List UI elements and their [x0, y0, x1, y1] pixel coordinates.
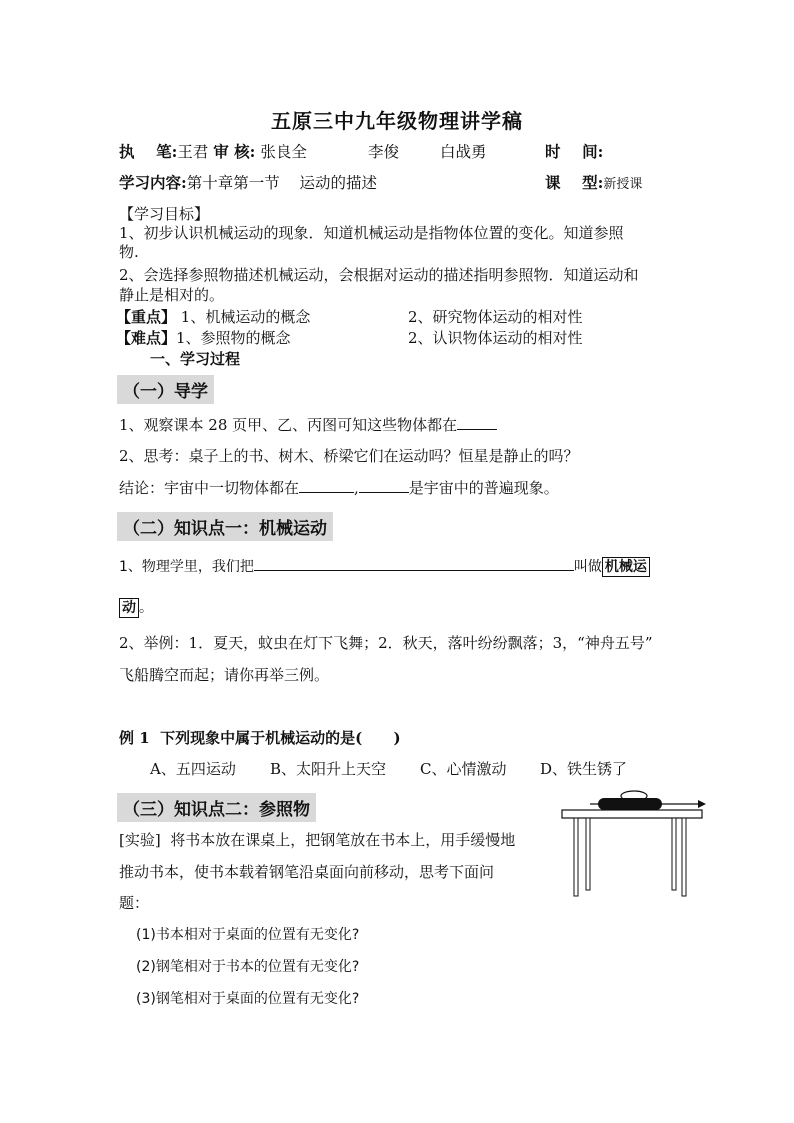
- examples-line: 2、举例：1．夏天，蚊虫在灯下飞舞；2．秋天，落叶纷纷飘落；3，“神舟五号”: [119, 634, 653, 652]
- term-box: 机械运: [602, 557, 650, 577]
- difficult-points-row: [116, 327, 291, 348]
- example-1-title: 例 1 下列现象中属于机械运动的是( ): [119, 729, 401, 747]
- type-label: 课 型:: [545, 173, 604, 192]
- experiment-line: 题：: [119, 894, 150, 912]
- experiment-line: 推动书本，使书本载着钢笔沿桌面向前移动，思考下面问: [119, 863, 495, 881]
- table-diagram: [560, 788, 710, 898]
- sub-question-1: (1)书本相对于桌面的位置有无变化?: [136, 927, 360, 943]
- content-row: [119, 171, 377, 193]
- key-points-row: [116, 306, 310, 327]
- answer-blank[interactable]: [299, 491, 354, 493]
- process-heading: 一、学习过程: [150, 350, 241, 368]
- difficult-point-2: 2、认识物体运动的相对性: [408, 329, 583, 347]
- difficult-point-1: 1、参照物的概念: [176, 329, 291, 347]
- goal-line: 物.: [119, 243, 139, 261]
- type-value: 新授课: [603, 177, 643, 192]
- key-point-1: 1、机械运动的概念: [180, 308, 311, 326]
- definition-line: [119, 556, 650, 576]
- table-leg: [682, 818, 686, 896]
- content-value: 第十章第一节 运动的描述: [186, 174, 377, 192]
- arrow-head-icon: [698, 800, 706, 808]
- reviewer-name: 白战勇: [440, 143, 487, 161]
- definition-text: 叫做: [573, 559, 602, 575]
- definition-text: 1、物理学里，我们把: [119, 559, 254, 575]
- page-title: 五原三中九年级物理讲学稿: [271, 109, 523, 133]
- difficult-label: 【难点】: [116, 329, 177, 347]
- definition-line-end: [119, 597, 153, 617]
- type-row: [545, 171, 642, 193]
- sub-question-3: (3)钢笔相对于桌面的位置有无变化?: [136, 991, 360, 1007]
- goals-heading: 【学习目标】: [119, 205, 210, 223]
- period: 。: [139, 600, 153, 616]
- table-leg: [574, 818, 578, 896]
- option-a[interactable]: A、五四运动: [150, 760, 236, 778]
- examples-line: 飞船腾空而起；请你再举三例。: [119, 666, 330, 684]
- reviewer-label: 审 核:: [213, 142, 256, 161]
- answer-blank[interactable]: [254, 569, 574, 571]
- goal-line: 静止是相对的。: [119, 286, 225, 304]
- option-c[interactable]: C、心情激动: [420, 760, 507, 778]
- sub-question-2: (2)钢笔相对于书本的位置有无变化?: [136, 959, 360, 975]
- conclusion-text: 结论：宇宙中一切物体都在: [119, 479, 300, 497]
- key-label: 【重点】: [116, 308, 177, 326]
- section-heading-reference-frame: （三）知识点二：参照物: [117, 793, 316, 822]
- experiment-line: [实验] 将书本放在课桌上，把钢笔放在书本上，用手缓慢地: [119, 831, 516, 849]
- option-d[interactable]: D、铁生锈了: [540, 760, 628, 778]
- option-b[interactable]: B、太阳升上天空: [270, 760, 387, 778]
- comma: ,: [354, 479, 359, 497]
- key-point-2: 2、研究物体运动的相对性: [408, 308, 583, 326]
- question-1: [119, 414, 497, 435]
- conclusion: [119, 477, 559, 498]
- author-row: [119, 140, 307, 162]
- conclusion-text: 是宇宙中的普遍现象。: [408, 479, 559, 497]
- goal-line: 2、会选择参照物描述机械运动，会根据对运动的描述指明参照物．知道运动和: [119, 266, 639, 284]
- section-heading-mechanical-motion: （二）知识点一：机械运动: [117, 512, 333, 541]
- question-text: 1、观察课本 28 页甲、乙、丙图可知这些物体都在: [119, 416, 458, 434]
- reviewer-name: 李俊: [368, 143, 400, 161]
- author-label: 执 笔:: [119, 142, 178, 161]
- reviewer-name: 张良全: [260, 143, 307, 161]
- table-leg: [672, 818, 676, 890]
- goal-line: 1、初步认识机械运动的现象．知道机械运动是指物体位置的变化。知道参照: [119, 224, 624, 242]
- table-top: [562, 810, 702, 818]
- term-box: 动: [119, 598, 139, 618]
- answer-blank[interactable]: [457, 428, 497, 430]
- content-label: 学习内容:: [119, 173, 187, 192]
- author-name: 王君: [177, 143, 209, 161]
- section-heading-guide: （一）导学: [117, 375, 214, 404]
- time-label: 时 间:: [545, 142, 604, 161]
- table-leg: [586, 818, 590, 890]
- answer-blank[interactable]: [359, 491, 409, 493]
- question-2: 2、思考：桌子上的书、树木、桥梁它们在运动吗？恒星是静止的吗？: [119, 447, 579, 465]
